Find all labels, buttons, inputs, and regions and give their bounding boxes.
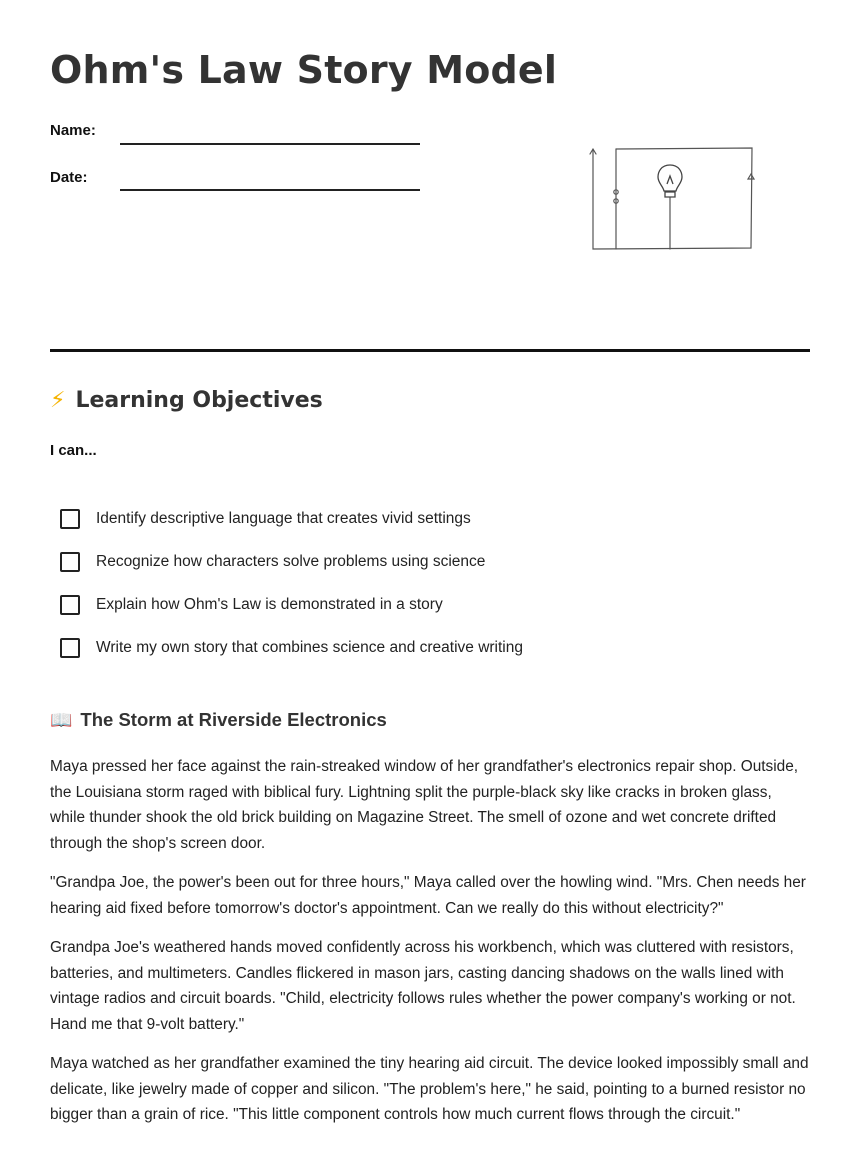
objective-checkbox[interactable] bbox=[60, 509, 80, 529]
objective-checkbox[interactable] bbox=[60, 552, 80, 572]
story-paragraph: Grandpa Joe's weathered hands moved confidently across his workbench, which was cluttered with resistors, batteries, and multimeters. Candles flickered in mason jars, casting dancing shadows on the walls lined with vintage radios and circuit boards. "Child, electricity follows rules whether the power company's working or not. Hand me that 9-volt battery." bbox=[50, 939, 796, 1033]
section-divider bbox=[50, 349, 810, 352]
circuit-wire-arrow-down bbox=[748, 174, 754, 179]
objective-checkbox[interactable] bbox=[60, 595, 80, 615]
lightning-bolt-icon: ⚡ bbox=[50, 388, 66, 413]
objective-item bbox=[60, 592, 523, 617]
objective-checkbox[interactable] bbox=[60, 638, 80, 658]
objectives-heading bbox=[50, 388, 323, 413]
light-bulb-icon bbox=[658, 165, 682, 197]
objective-item bbox=[60, 549, 523, 574]
open-book-icon: 📖 bbox=[50, 709, 73, 730]
objectives-intro: I can... bbox=[50, 442, 97, 459]
story-paragraph: "Grandpa Joe, the power's been out for three hours," Maya called over the howling wind. "Mrs. Chen needs her hearing aid fixed before tomorrow's doctor's appointment. Can we really do this without electricity?" bbox=[50, 874, 806, 917]
story-paragraph: Maya pressed her face against the rain-streaked window of her grandfather's electronics repair shop. Outside, the Louisiana storm raged with biblical fury. Lightning split the purple-black sky like cracks in broken glass, while thunder shook the old brick building on Magazine Street. The smell of ozone and wet concrete drifted through the shop's screen door. bbox=[50, 758, 799, 852]
date-label: Date: bbox=[50, 169, 88, 186]
objective-item bbox=[60, 506, 523, 531]
circuit-diagram bbox=[585, 140, 760, 258]
story-heading bbox=[50, 709, 387, 731]
name-field[interactable] bbox=[120, 143, 420, 145]
page-title: Ohm's Law Story Model bbox=[50, 48, 558, 92]
story-heading-text: The Storm at Riverside Electronics bbox=[80, 709, 387, 730]
story-body bbox=[50, 754, 810, 1142]
objective-text: Identify descriptive language that creates vivid settings bbox=[96, 509, 471, 527]
story-paragraph: Maya watched as her grandfather examined the tiny hearing aid circuit. The device looked impossibly small and delicate, like jewelry made of copper and silicon. "The problem's here," he said, pointing to a burned resistor no bigger than a grain of rice. "This little component controls how much current flows through the circuit." bbox=[50, 1055, 809, 1123]
objectives-checklist bbox=[60, 506, 523, 678]
objectives-heading-text: Learning Objectives bbox=[75, 388, 323, 413]
name-label: Name: bbox=[50, 122, 96, 139]
objective-text: Write my own story that combines science and creative writing bbox=[96, 638, 523, 656]
objective-text: Recognize how characters solve problems using science bbox=[96, 552, 486, 570]
date-field[interactable] bbox=[120, 189, 420, 191]
objective-text: Explain how Ohm's Law is demonstrated in a story bbox=[96, 595, 443, 613]
objective-item bbox=[60, 635, 523, 660]
